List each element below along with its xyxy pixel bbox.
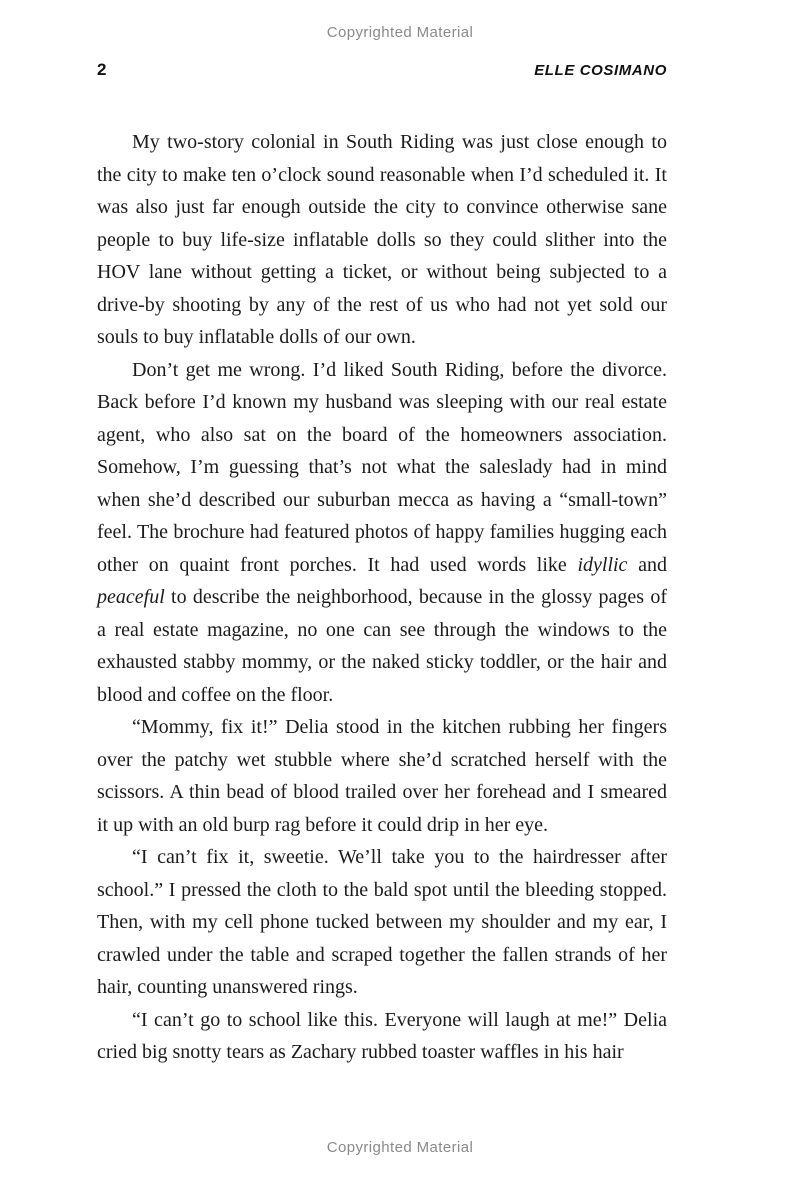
paragraph-2 [97,354,667,712]
paragraph-2-text-a: Don’t get me wrong. I’d liked South Riding, before the divorce. Back before I’d known my husband was sleeping with our real estate agent, who also sat on the board of the homeowners association. Somehow, I’m guessing that’s not what the saleslady had in mind when she’d described our suburban mecca as having a “small-town” feel. The brochure had featured photos of happy families hugging each other on quaint front porches. It had used words like [97,358,667,576]
paragraph-3: “Mommy, fix it!” Delia stood in the kitchen rubbing her fingers over the patchy wet stubble where she’d scratched herself with the scissors. A thin bead of blood trailed over her forehead and I smeared it up with an old burp rag before it could drip in her eye. [97,716,667,836]
italic-word-idyllic: idyllic [577,553,628,576]
page-number: 2 [97,60,107,79]
paragraph-1: My two-story colonial in South Riding was just close enough to the city to make ten o’clock sound reasonable when I’d scheduled it. It was also just far enough outside the city to convince otherwise sane people to buy life-size inflatable dolls so they could slither into the HOV lane without getting a ticket, or without being subjected to a drive-by shooting by any of the rest of us who had not yet sold our souls to buy inflatable dolls of our own. [97,131,667,348]
running-head-author: ELLE COSIMANO [534,62,667,79]
watermark-top: Copyrighted Material [326,24,474,41]
paragraph-2-text-c: to describe the neighborhood, because in the glossy pages of a real estate magazine, no one can see through the windows to the exhausted stabby mommy, or the naked sticky toddler, or the hair and blood and coffee on the floor. [97,586,667,706]
paragraph-4: “I can’t fix it, sweetie. We’ll take you to the hairdresser after school.” I pressed the cloth to the bald spot until the bleeding stopped. Then, with my cell phone tucked between my shoulder and my ear, I crawled under the table and scraped together the fallen strands of her hair, counting unanswered rings. [97,846,667,998]
italic-word-peaceful: peaceful [97,586,165,608]
body-text [97,126,667,1069]
paragraph-2-text-b: and [627,553,667,576]
paragraph-5: “I can’t go to school like this. Everyone will laugh at me!” Delia cried big snotty tears as Zachary rubbed toaster waffles in his hair [97,1008,667,1063]
page-header [97,60,667,80]
watermark-bottom: Copyrighted Material [326,1139,474,1156]
